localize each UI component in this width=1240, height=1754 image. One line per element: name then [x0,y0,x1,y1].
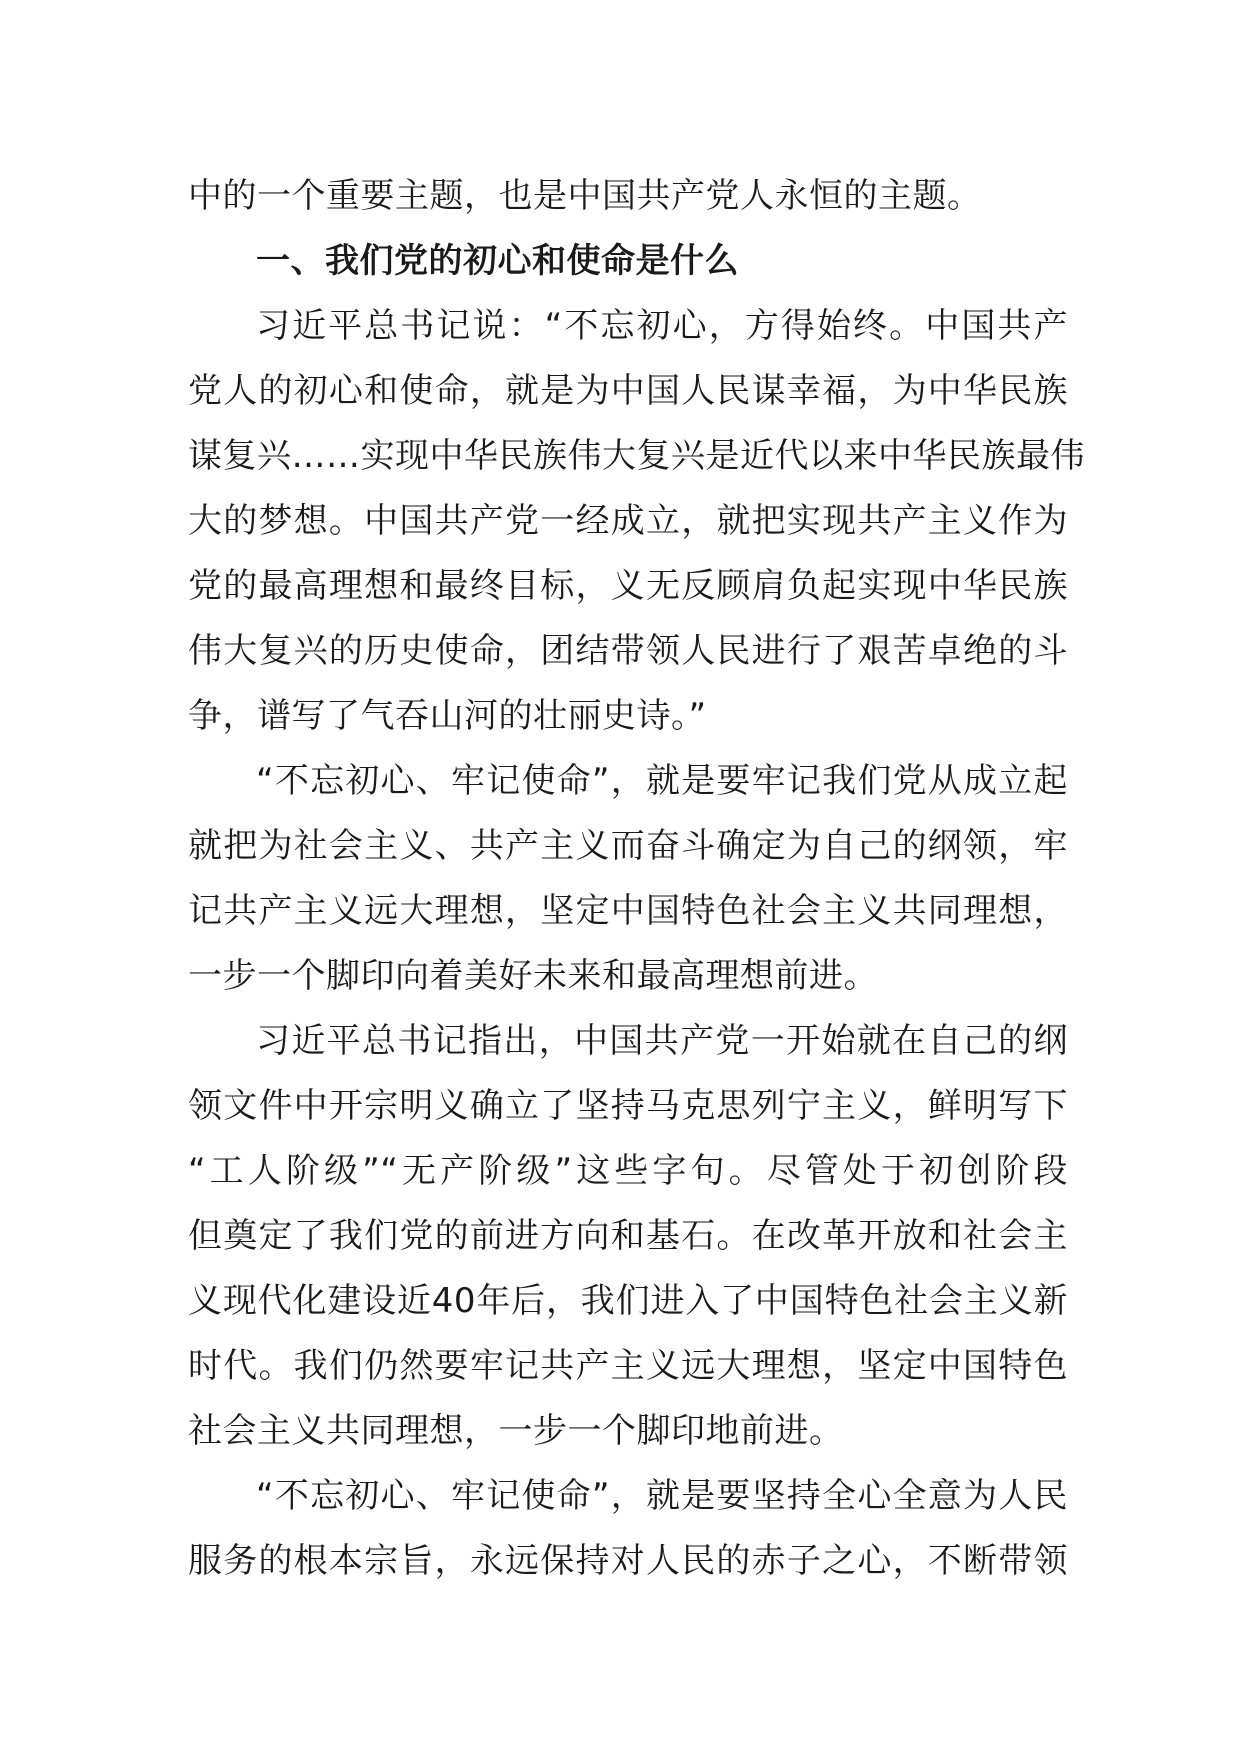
paragraph-line: 伟大复兴的历史使命，团结带领人民进行了艰苦卓绝的斗 [188,631,1068,671]
section-heading: 一、我们党的初心和使命是什么 [256,241,739,281]
paragraph-line: 服务的根本宗旨，永远保持对人民的赤子之心，不断带领 [188,1541,1068,1581]
paragraph-line: 时代。我们仍然要牢记共产主义远大理想，坚定中国特色 [188,1346,1068,1386]
paragraph-line: 大的梦想。中国共产党一经成立，就把实现共产主义作为 [188,501,1068,541]
paragraph-line: 就把为社会主义、共产主义而奋斗确定为自己的纲领，牢 [188,826,1068,866]
paragraph-line: 争，谱写了气吞山河的壮丽史诗。” [188,696,707,736]
paragraph-line: “不忘初心、牢记使命”，就是要坚持全心全意为人民 [256,1476,1068,1516]
paragraph-line: 记共产主义远大理想，坚定中国特色社会主义共同理想， [188,891,1068,931]
paragraph-line: 中的一个重要主题，也是中国共产党人永恒的主题。 [188,176,982,216]
paragraph-line: “工人阶级”“无产阶级”这些字句。尽管处于初创阶段 [188,1151,1068,1191]
paragraph-line: “不忘初心、牢记使命”，就是要牢记我们党从成立起 [256,761,1068,801]
paragraph-line: 党的最高理想和最终目标，义无反顾肩负起实现中华民族 [188,566,1068,606]
paragraph-line: 习近平总书记指出，中国共产党一开始就在自己的纲 [256,1021,1068,1061]
paragraph-line: 党人的初心和使命，就是为中国人民谋幸福，为中华民族 [188,371,1068,411]
paragraph-line: 谋复兴……实现中华民族伟大复兴是近代以来中华民族最伟 [188,436,1085,476]
paragraph-line: 社会主义共同理想，一步一个脚印地前进。 [188,1411,844,1451]
body-text [188,164,1085,1594]
paragraph-line: 一步一个脚印向着美好未来和最高理想前进。 [188,956,878,996]
paragraph-line: 领文件中开宗明义确立了坚持马克思列宁主义，鲜明写下 [188,1086,1068,1126]
paragraph-line: 习近平总书记说：“不忘初心，方得始终。中国共产 [256,306,1068,346]
paragraph-line: 义现代化建设近40年后，我们进入了中国特色社会主义新 [188,1281,1068,1321]
paragraph-line: 但奠定了我们党的前进方向和基石。在改革开放和社会主 [188,1216,1068,1256]
